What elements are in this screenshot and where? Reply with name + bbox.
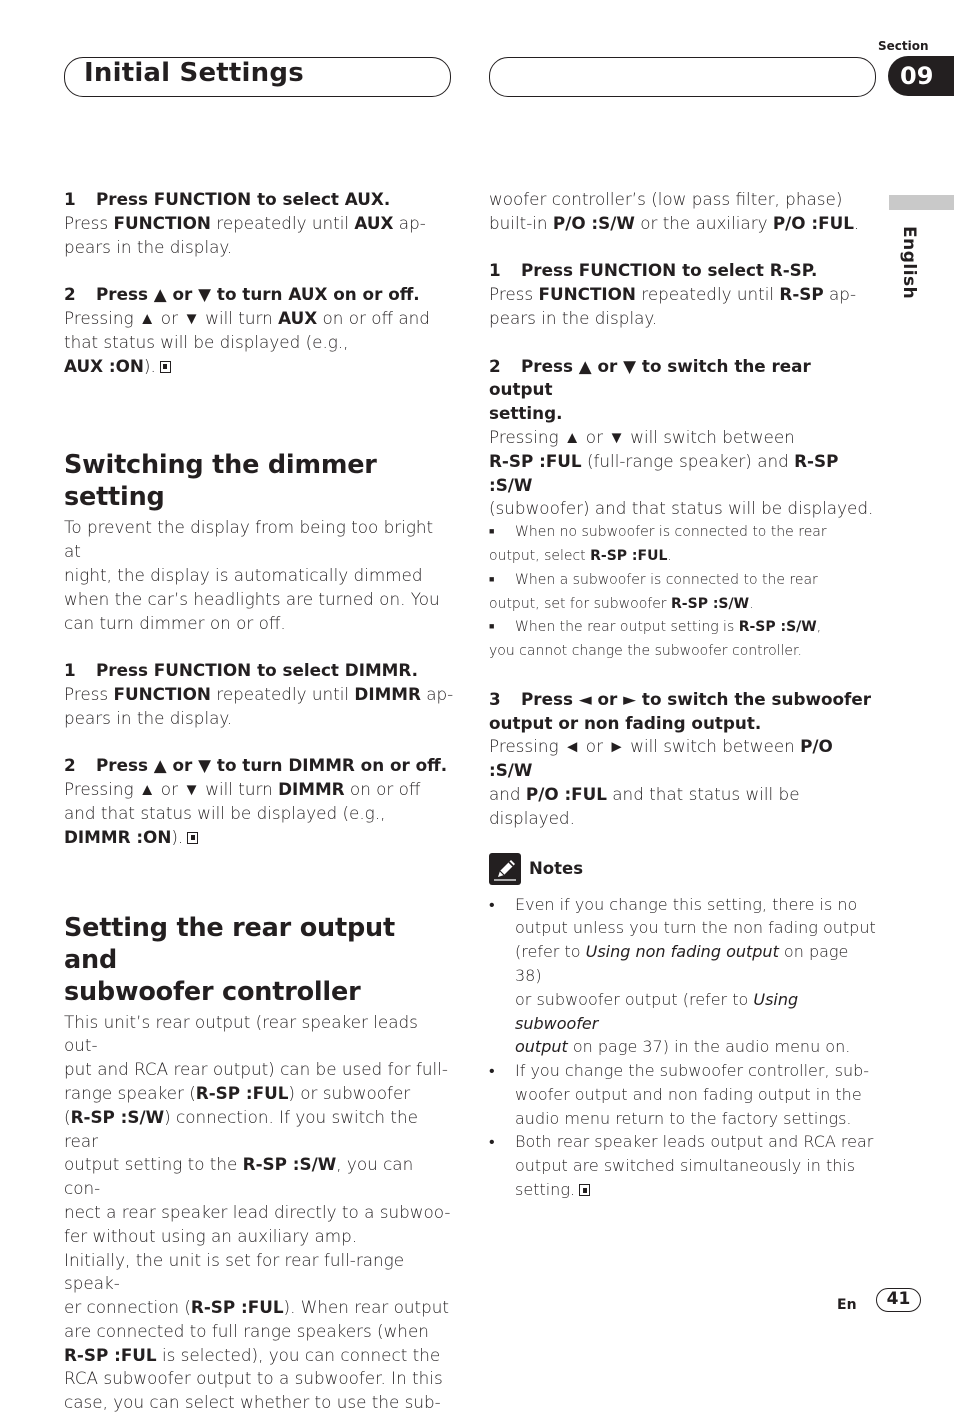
page-title: Initial Settings	[84, 58, 304, 88]
header-right-frame	[489, 57, 876, 97]
rsp-step-2-body: Pressing ▲ or ▼ will switch between R-SP :FUL (full-range speaker) and R-SP :S/W (subwoofer) and that status will be displayed.	[489, 426, 874, 519]
page-number: 41	[876, 1288, 921, 1312]
dimmer-step-1-title: 1 Press FUNCTION to select DIMMR.	[64, 660, 418, 681]
list-item: ■ When a subwoofer is connected to the rear output, set for subwoofer R-SP :S/W.	[489, 571, 818, 612]
end-mark-icon	[187, 832, 198, 844]
aux-step-2-body: Pressing ▲ or ▼ will turn AUX on or off and that status will be displayed (e.g., AUX :ON).	[64, 307, 430, 376]
dimmer-step-1-body: Press FUNCTION repeatedly until DIMMR ap- pears in the display.	[64, 683, 454, 728]
right-column	[489, 188, 879, 1202]
list-item: • Even if you change this setting, there is no output unless you turn the non fading output (refer to Using non fading output on page 38) or subwoofer output (refer to Using subwoofer output on page 37) in the audio menu on.	[489, 894, 876, 1057]
po-step-3-body: Pressing ◄ or ► will switch between P/O :S/W and P/O :FUL and that status will be displayed.	[489, 736, 833, 828]
aux-step-1-body: Press FUNCTION repeatedly until AUX ap- pears in the display.	[64, 212, 426, 257]
notes-label: Notes	[529, 858, 584, 878]
dimmer-intro: To prevent the display from being too bright at night, the display is automatically dimmed when the car’s headlights are turned on. You can turn dimmer on or off.	[64, 517, 440, 633]
rsp-bullet-list	[489, 521, 879, 664]
dimmer-heading: Switching the dimmer setting	[64, 450, 377, 513]
end-mark-icon	[579, 1184, 590, 1196]
footer-language: En	[837, 1297, 857, 1313]
end-mark-icon	[160, 361, 171, 373]
aux-step-2-title: 2 Press ▲ or ▼ to turn AUX on or off.	[64, 284, 420, 305]
notes-list	[489, 893, 879, 1202]
rear-output-intro-continued: woofer controller’s (low pass filter, phase) built-in P/O :S/W or the auxiliary P/O :FUL.	[489, 189, 860, 233]
po-step-3-title: 3 Press ◄ or ► to switch the subwoofer output or non fading output.	[489, 688, 871, 733]
rear-output-intro: This unit’s rear output (rear speaker leads out- put and RCA rear output) can be used for full- range speaker (R-SP :FUL) or subwoofer (R-SP :S/W) connection. If you switch the rear output setting to the R-SP :S/W, you can con- nect a rear speaker lead directly to a subwoo- fer without using an auxiliary amp. Initially, the unit is set for rear full-range speak- er connection (R-SP :FUL). When rear output are connected to full range speakers (when R-SP :FUL is selected), you can connect the RCA subwoofer output to a subwoofer. In this case, you can select whether to use the sub-	[64, 1011, 451, 1413]
left-column	[64, 188, 454, 1415]
list-item: ■ When the rear output setting is R-SP :S/W, you cannot change the subwoofer controller.	[489, 619, 822, 660]
language-tab-label: English	[899, 226, 919, 300]
rsp-step-1-body: Press FUNCTION repeatedly until R-SP ap- pears in the display.	[489, 284, 857, 328]
list-item: • If you change the subwoofer controller, sub- woofer output and non fading output in the audio menu return to the factory settings.	[489, 1061, 870, 1128]
dimmer-step-2-title: 2 Press ▲ or ▼ to turn DIMMR on or off.	[64, 755, 448, 776]
section-label: Section	[878, 39, 929, 53]
pencil-note-icon	[489, 853, 521, 885]
list-item: ■ When no subwoofer is connected to the rear output, select R-SP :FUL.	[489, 524, 827, 564]
language-tab-bar	[889, 195, 954, 210]
dimmer-step-2-body: Pressing ▲ or ▼ will turn DIMMR on or off and that status will be displayed (e.g., DIMMR :ON).	[64, 779, 421, 847]
rsp-step-2-title: 2 Press ▲ or ▼ to switch the rear output setting.	[489, 355, 811, 424]
notes-header	[489, 853, 879, 885]
list-item: • Both rear speaker leads output and RCA rear output are switched simultaneously in this setting.	[489, 1132, 874, 1200]
section-number-badge: 09	[888, 56, 954, 96]
rear-output-heading: Setting the rear output and subwoofer controller	[64, 912, 395, 1007]
rsp-step-1-title: 1 Press FUNCTION to select R-SP.	[489, 260, 818, 281]
aux-step-1-title: 1 Press FUNCTION to select AUX.	[64, 189, 391, 209]
